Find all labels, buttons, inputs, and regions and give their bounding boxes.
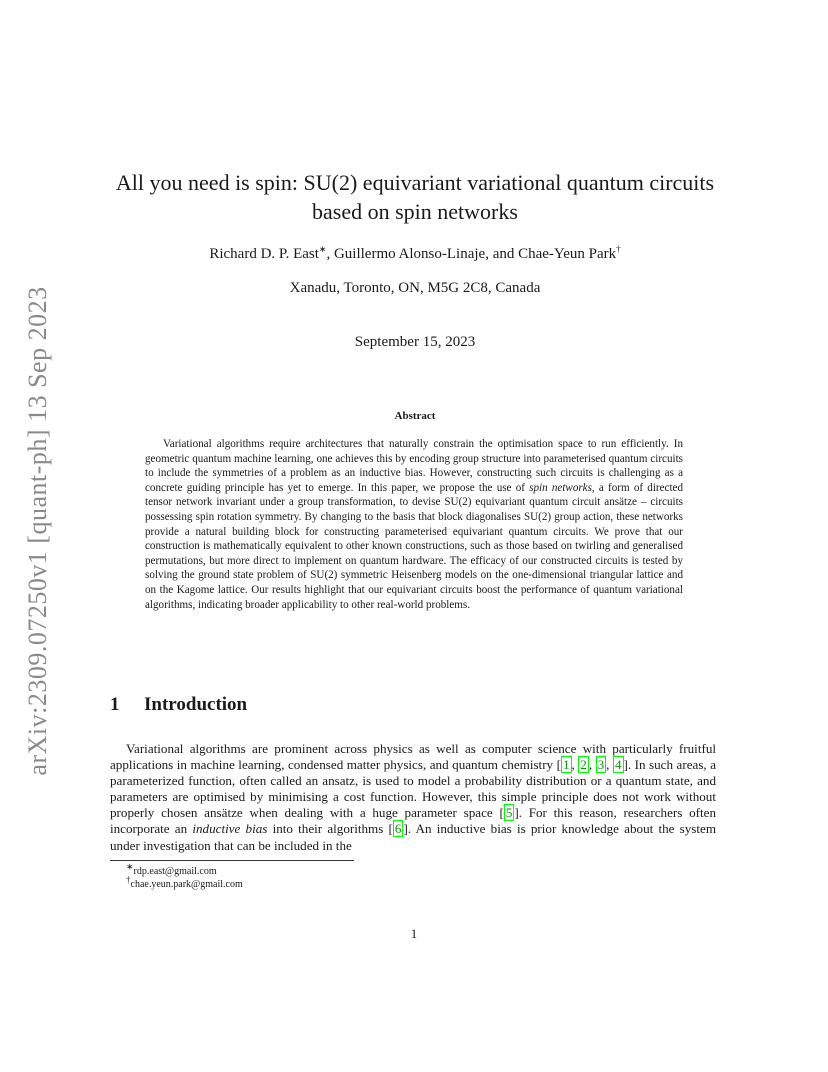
arxiv-identifier: arXiv:2309.07250v1 [quant-ph] 13 Sep 2023 <box>23 286 52 776</box>
page-number: 1 <box>410 926 418 941</box>
footnote-2-mark: † <box>126 874 131 885</box>
intro-paragraph: Variational algorithms are prominent across physics as well as computer science with particularly fruitful applications in machine learning, condensed matter physics, and quantum chemistry [ 1 , 2 , 3 , 4 ]. In such areas, a parameterized function, often called an ansatz, is used to model a probability distribution or a quantum state, and parameters are optimised by minimising a cost function. However, this simple principle does not work without properly chosen ansätze when dealing with a huge parameter space [ 5 ]. For this reason, researchers often incorporate an inductive bias into their algorithms [ 6 ]. An inductive bias is prior knowledge about the system under investigation that can be included in the <box>110 741 717 853</box>
intro-text-2: ]. In such areas, a parameterized function, often called an ansatz, is used to model a probability distribution or a quantum state, and parameters are optimised by minimising a cost function. However, this simple principle does not work without properly chosen ansätze when dealing with a huge parameter space [ <box>110 757 717 821</box>
footnote-2-email[interactable]: chae.yeun.park@gmail.com <box>130 879 243 890</box>
abstract-text-2: , a form of directed tensor network invariant under a group transformation, to devise SU(2) equivariant quantum circuit ansätze – circuits possessing spin rotation symmetry. By changing to the basis that block diagonalises SU(2) group action, these networks provide a natural building block for constructing parameterised equivariant quantum circuits. We prove that our construction is mathematically equivalent to other known constructions, such as those based on twirling and generalised permutations, but more direct to implement on quantum hardware. The efficacy of our constructed circuits is tested by solving the ground state problem of SU(2) symmetric Heisenberg models on the one-dimensional triangular lattice and on the Kagome lattice. Our results highlight that our equivariant circuits boost the performance of quantum variational algorithms, indicating broader applicability to other real-world problems. <box>145 481 683 611</box>
abstract-paragraph <box>145 437 683 612</box>
citation-link[interactable]: 2 <box>580 757 587 773</box>
citation-link[interactable]: 3 <box>597 757 605 773</box>
footnote-1-mark: ∗ <box>126 861 134 872</box>
author-1-footnote-mark[interactable]: ∗ <box>318 244 327 254</box>
citation-link[interactable]: 5 <box>505 805 513 821</box>
intro-text-1: Variational algorithms are prominent across physics as well as computer science with particularly fruitful applications in machine learning, condensed matter physics, and quantum chemistry [ <box>110 741 716 773</box>
citation-link[interactable]: 6 <box>394 821 402 837</box>
intro-text-5: ]. An inductive bias is prior knowledge about the system under investigation that can be included in the <box>110 821 717 853</box>
publication-date: September 15, 2023 <box>354 334 476 350</box>
affiliation: Xanadu, Toronto, ON, M5G 2C8, Canada <box>289 280 541 296</box>
citation-link[interactable]: 4 <box>614 757 622 773</box>
footnote-1-email[interactable]: rdp.east@gmail.com <box>133 866 217 877</box>
author-1: Richard D. P. East <box>209 246 319 262</box>
arxiv-sidebar <box>18 276 58 786</box>
section-number: 1 <box>110 694 120 715</box>
intro-emphasis: inductive bias <box>192 821 268 837</box>
abstract-body <box>145 437 683 612</box>
section-heading <box>110 694 247 716</box>
footnote-1 <box>126 861 217 877</box>
citation-link[interactable]: 1 <box>562 757 570 773</box>
author-2-3: , Guillermo Alonso-Linaje, and Chae-Yeun Park <box>326 246 617 262</box>
intro-text-3: ]. For this reason, researchers often incorporate an <box>110 805 716 837</box>
paper-title: All you need is spin: SU(2) equivariant variational quantum circuits based on spin networks <box>115 170 715 224</box>
abstract-heading: Abstract <box>394 410 436 422</box>
author-3-footnote-mark[interactable]: † <box>616 244 621 254</box>
abstract-emphasis: spin networks <box>529 481 592 494</box>
footnote-rule <box>110 860 354 861</box>
intro-text-4: into their algorithms [ <box>267 821 393 837</box>
section-title: Introduction <box>144 694 248 715</box>
author-list <box>110 246 720 263</box>
footnote-2 <box>126 874 243 890</box>
abstract-text-1: Variational algorithms require architectures that naturally constrain the optimisation space to run efficiently. In geometric quantum machine learning, one achieves this by encoding group structure into parameterised quantum circuits to include the symmetries of a problem as an inductive bias. However, constructing such circuits is challenging as a concrete guiding principle has yet to emerge. In this paper, we propose the use of <box>145 438 683 494</box>
intro-body <box>110 741 716 854</box>
